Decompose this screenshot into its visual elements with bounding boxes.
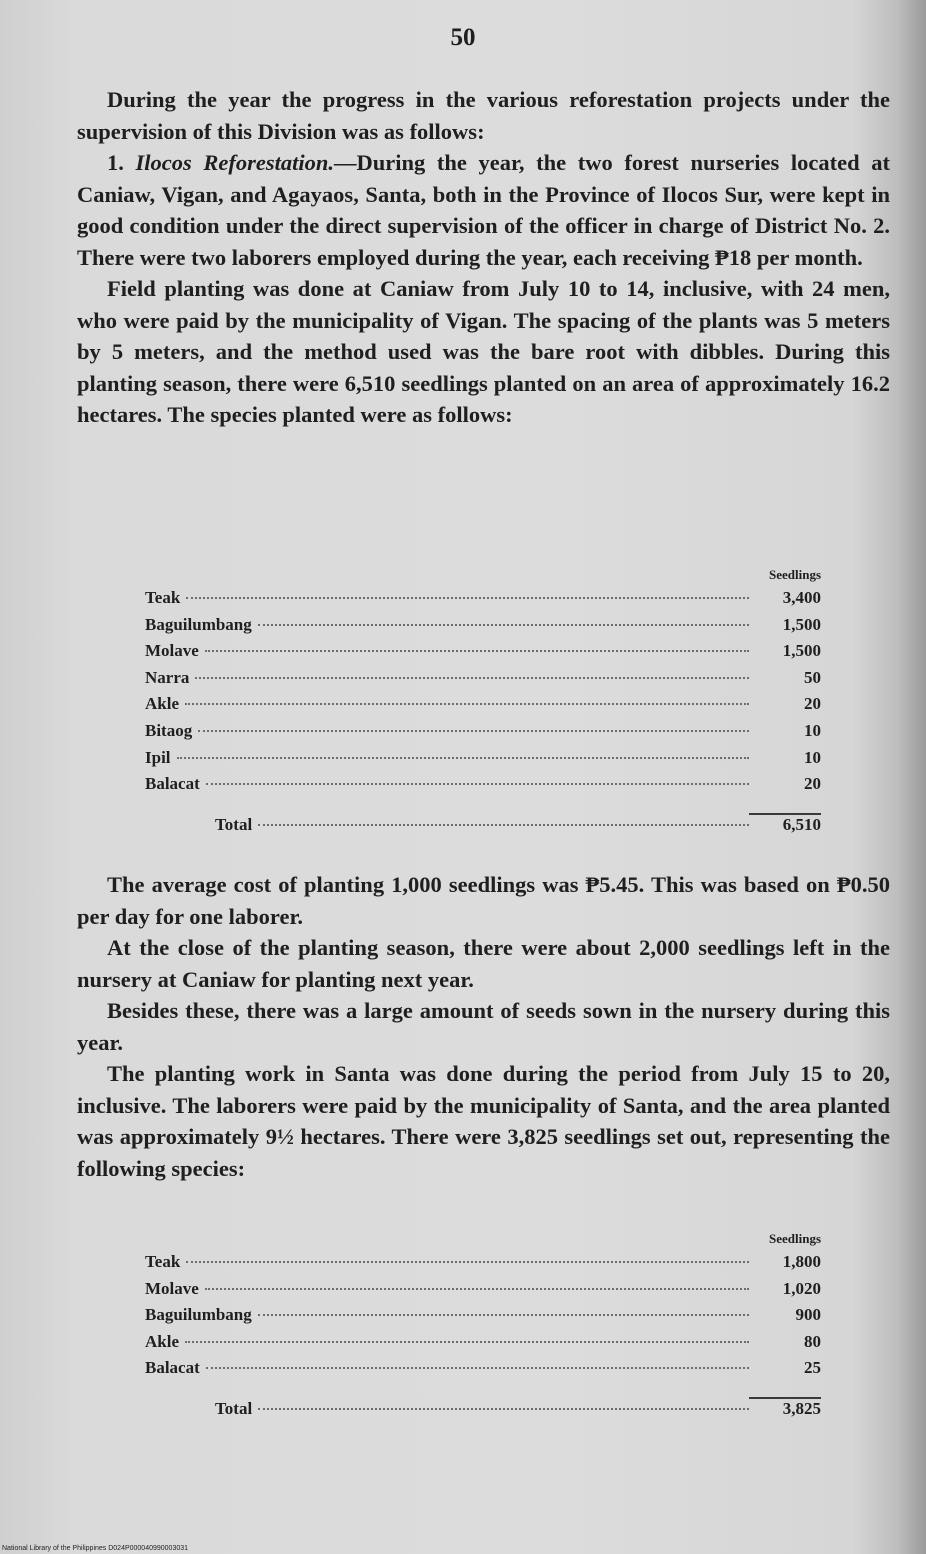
table-row	[145, 1252, 821, 1279]
seedling-count: 10	[804, 747, 821, 767]
table-row	[145, 1358, 821, 1385]
paragraph: Besides these, there was a large amount of seeds sown in the nursery during this year.	[77, 998, 890, 1055]
table-row	[145, 774, 821, 801]
middle-text	[77, 869, 890, 1184]
seedling-count: 1,800	[782, 1252, 821, 1271]
paragraph: Field planting was done at Caniaw from July 10 to 14, inclusive, with 24 men, who were paid by the municipality of Vigan. The spacing of the plants was 5 meters by 5 meters, and the method used was the bare root with dibbles. During this planting season, there were 6,510 seedlings planted on an area of approximately 16.2 hectares. The species planted were as follows:	[77, 276, 890, 427]
species-name: Bitaog	[145, 720, 193, 740]
dot-leader	[177, 757, 749, 759]
paragraph: At the close of the planting season, there were about 2,000 seedlings left in the nursery at Caniaw for planting next year.	[77, 935, 890, 992]
total-label: Total	[215, 814, 253, 834]
dot-leader	[198, 730, 749, 732]
total-row	[145, 815, 821, 842]
column-header: Seedlings	[768, 567, 821, 582]
dot-leader	[205, 650, 749, 652]
seedling-count: 50	[804, 667, 821, 687]
seedling-count: 20	[804, 774, 821, 794]
paragraph: The average cost of planting 1,000 seedlings was ₱5.45. This was based on ₱0.50 per day for one laborer.	[77, 872, 890, 929]
species-name: Ipil	[145, 747, 171, 767]
dot-leader	[206, 783, 749, 785]
species-name: Balacat	[145, 1358, 200, 1378]
scan-footer: National Library of the Philippines D024P000040990003031	[2, 1545, 189, 1552]
seedling-count: 900	[795, 1305, 821, 1325]
dot-leader	[195, 677, 749, 679]
species-name: Baguilumbang	[145, 614, 252, 634]
seedling-count: 10	[804, 720, 821, 740]
species-name: Baguilumbang	[145, 1305, 252, 1325]
species-name: Molave	[145, 641, 199, 661]
species-name: Teak	[145, 588, 181, 607]
table-rows	[145, 1252, 821, 1385]
total-label: Total	[215, 1398, 253, 1418]
seedling-count: 20	[804, 694, 821, 714]
seedling-count: 3,400	[782, 588, 821, 607]
table-row	[145, 694, 821, 721]
species-name: Akle	[145, 1331, 179, 1351]
paragraph	[77, 147, 890, 273]
table-row	[145, 1305, 821, 1332]
table-row	[145, 668, 821, 695]
seedling-count: 1,500	[782, 641, 821, 661]
dot-leader	[206, 1367, 749, 1369]
dot-leader	[186, 1261, 749, 1263]
dot-leader	[258, 1314, 749, 1316]
seedling-count: 1,500	[782, 614, 821, 634]
seedlings-table-caniaw	[145, 566, 821, 841]
column-header: Seedlings	[768, 1231, 821, 1246]
table-rows	[145, 588, 821, 801]
seedling-count: 1,020	[782, 1278, 821, 1298]
dot-leader	[205, 1288, 749, 1290]
species-name: Balacat	[145, 774, 200, 794]
table-row	[145, 748, 821, 775]
dot-leader	[185, 1341, 749, 1343]
section-title: Ilocos Reforestation.	[135, 150, 334, 175]
species-name: Narra	[145, 667, 190, 687]
seedling-count: 25	[804, 1358, 821, 1378]
total-value: 6,510	[782, 814, 821, 834]
table-row	[145, 1279, 821, 1306]
paragraph: During the year the progress in the various reforestation projects under the supervision of this Division was as follows:	[77, 87, 890, 144]
total-row	[145, 1399, 821, 1426]
dot-leader	[185, 703, 749, 705]
dot-leader	[258, 824, 749, 826]
total-value: 3,825	[782, 1398, 821, 1418]
dot-leader	[186, 597, 749, 599]
sum-rule	[145, 801, 821, 815]
section-number: 1.	[107, 150, 136, 175]
species-name: Teak	[145, 1252, 181, 1271]
sum-rule	[145, 1385, 821, 1399]
table-row	[145, 588, 821, 615]
table-row	[145, 1332, 821, 1359]
species-name: Molave	[145, 1278, 199, 1298]
species-name: Akle	[145, 694, 179, 714]
dot-leader	[258, 1408, 749, 1410]
dot-leader	[258, 624, 749, 626]
seedlings-table-santa	[145, 1230, 821, 1426]
page-number: 50	[450, 24, 476, 51]
table-row	[145, 641, 821, 668]
table-row	[145, 721, 821, 748]
table-row	[145, 615, 821, 642]
seedling-count: 80	[804, 1331, 821, 1351]
paragraph-text: —During the year, the two forest nurseries located at Caniaw, Vigan, and Agayaos, Santa, both in the Province of Ilocos Sur, were kept in good condition under the direct supervision of the officer in charge of District No. 2. There were two laborers employed during the year, each receiving ₱18 per month.	[77, 150, 890, 270]
intro-text	[77, 84, 890, 431]
paragraph: The planting work in Santa was done during the period from July 15 to 20, inclusive. The laborers were paid by the municipality of Santa, and the area planted was approximately 9½ hectares. There were 3,825 seedlings set out, representing the following species:	[77, 1061, 890, 1181]
